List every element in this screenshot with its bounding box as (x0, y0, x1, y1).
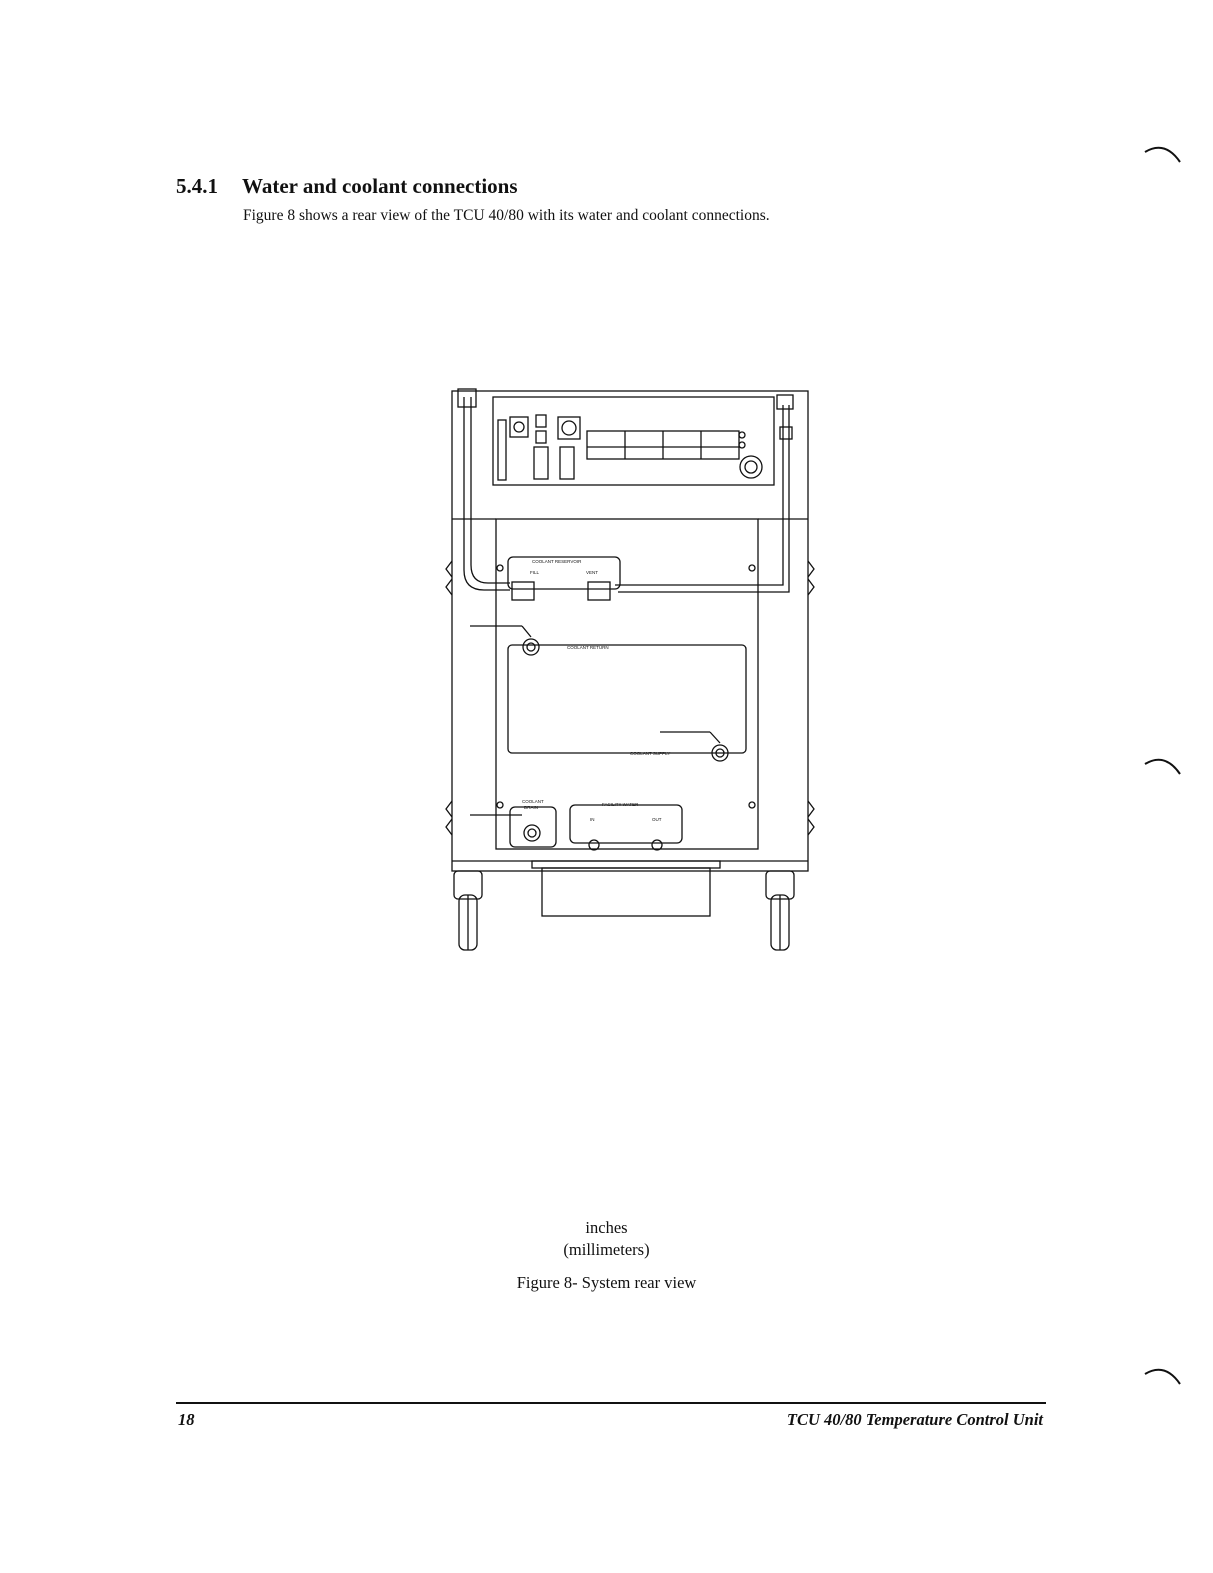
left-caster (454, 871, 482, 950)
footer-rule (176, 1402, 1046, 1404)
facility-label: FACILITY WATER (602, 802, 639, 807)
out-label: OUT (652, 817, 662, 822)
units-label: inches (585, 1218, 628, 1237)
binder-hole-mark-top (1140, 140, 1190, 180)
binder-hole-mark-bottom (1140, 1362, 1190, 1402)
section-heading (176, 174, 518, 199)
right-caster (766, 871, 794, 950)
drain-label-1: COOLANT (522, 799, 544, 804)
drip-tray-lip (532, 861, 720, 868)
reservoir-label: COOLANT RESERVOIR (532, 559, 582, 564)
return-label: COOLANT RETURN (567, 645, 609, 650)
coolant-reservoir (508, 557, 620, 600)
drip-tray (542, 868, 710, 916)
fill-label: FILL (530, 570, 540, 575)
coolant-drain (470, 799, 556, 847)
drain-label-2: DRAIN (524, 805, 539, 810)
intro-paragraph: Figure 8 shows a rear view of the TCU 40/80 with its water and coolant connections. (243, 207, 770, 224)
terminal-block (587, 431, 739, 459)
in-label: IN (590, 817, 595, 822)
running-footer-title: TCU 40/80 Temperature Control Unit (786, 1410, 1043, 1429)
section-number: 5.4.1 (176, 174, 218, 198)
units-label-secondary: (millimeters) (563, 1240, 650, 1259)
electrical-panel (493, 397, 774, 485)
page-number: 18 (178, 1410, 195, 1429)
facility-water (570, 802, 682, 850)
binder-hole-mark-middle (1140, 752, 1190, 792)
vent-label: VENT (586, 570, 599, 575)
section-title: Water and coolant connections (242, 174, 518, 198)
supply-label: COOLANT SUPPLY (630, 751, 671, 756)
figure-caption: Figure 8- System rear view (516, 1273, 697, 1292)
rear-view-drawing (440, 375, 820, 960)
coolant-loop (470, 626, 746, 761)
